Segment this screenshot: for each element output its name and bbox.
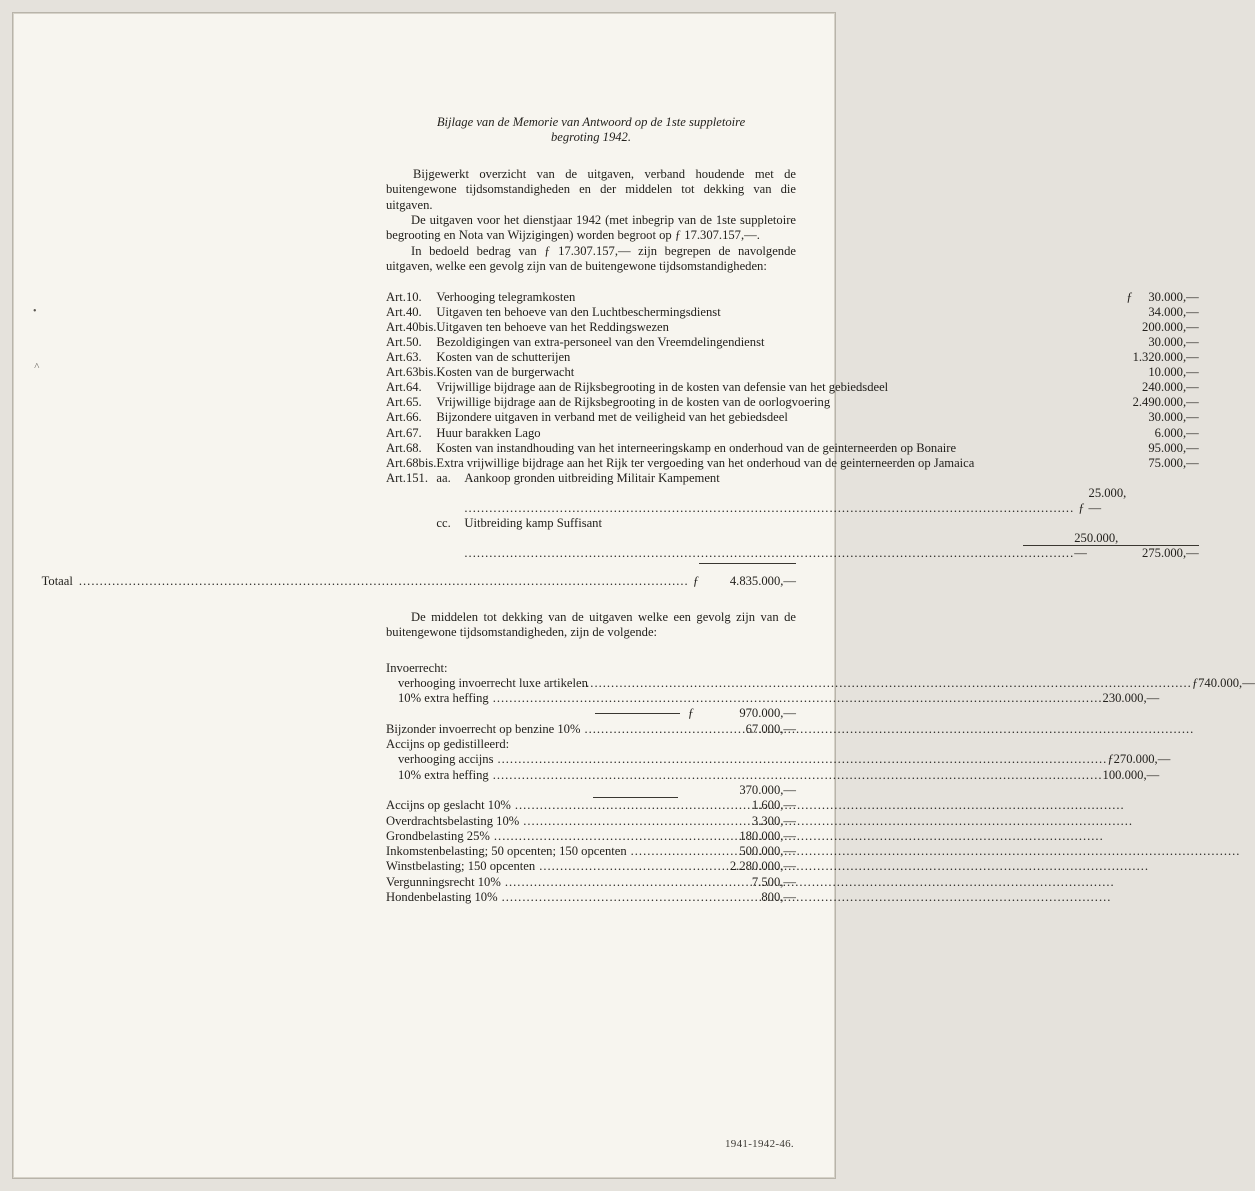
article-amount: 10.000,— [1148,365,1199,380]
benzine-row: Bijzonder invoerrecht op benzine 10% ..... 67.000,— [386,722,796,737]
accijns-title: Accijns op gedistilleerd: [386,737,510,752]
article-description: Huur barakken Lago [436,425,541,440]
article-amount: 200.000,— [1142,319,1199,334]
article-amount: 6.000,— [1154,425,1199,440]
means-item: Vergunningsrecht 10% ..... 7.500,— [386,875,796,890]
subitem-cc: cc. Uitbreiding kamp Suffisant ..... 250.000,— [436,516,1126,561]
means-subitem: 10% extra heffing ..... 230.000,— [386,691,796,706]
article-row: Art. 50. Bezoldigingen van extra-personeel van den Vreemdelingendienst 30.000,— [386,334,1199,349]
means-item: Accijns op geslacht 10% ..... 1.600,— [386,798,796,813]
article-row: Art. 68bis. Extra vrijwillige bijdrage aan het Rijk ter vergoeding van het onderhoud van de geinterneerden op Jamaica 75.000,— [386,455,1199,470]
means-item: Hondenbelasting 10% ..... 800,— [386,890,796,905]
article-description: Uitgaven ten behoeve van den Luchtbeschermingsdienst [436,304,721,319]
article-amount: 275.000,— [1142,546,1199,561]
article-row: Art. 66. Bijzondere uitgaven in verband met de veiligheid van het gebiedsdeel 30.000,— [386,410,1199,425]
means-subitem: verhooging invoerrecht luxe artikelen ..... ƒ 740.000,— [386,676,796,691]
article-description: Uitgaven ten behoeve van het Reddingswezen [436,319,669,334]
intro-paragraph-3: In bedoeld bedrag van ƒ 17.307.157,— zijn begrepen de navolgende uitgaven, welke een gevolg zijn van de buitengewone tijdsomstandigheden: [386,243,796,274]
article-amount: 30.000,— [1148,410,1199,425]
article-row-151: Art. 151. aa. Aankoop gronden uitbreiding Militair Kampement ..... ƒ 25.000,— cc. Uitbreiding kamp Suffisant ..... 250.000,— 275.000,— [386,471,1199,562]
document-page [12,12,1255,1179]
margin-mark: ˄ [34,361,40,372]
article-amount: 95.000,— [1148,440,1199,455]
article-description: Kosten van instandhouding van het interneeringskamp en onderhoud van de geinterneerden op Bonaire [436,440,957,455]
article-row: Art. 63bis. Kosten van de burgerwacht 10.000,— [386,365,1199,380]
means-item: Grondbelasting 25% ..... 180.000,— [386,829,796,844]
article-amount: 75.000,— [1148,455,1199,470]
article-row: Art. 64. Vrijwillige bijdrage aan de Rijksbegrooting in de kosten van defensie van het gebiedsdeel 240.000,— [386,380,1199,395]
total-row: Totaal ..... ƒ 4.835.000,— [386,574,796,589]
article-amount: 2.490.000,— [1132,395,1199,410]
heading-line-1: Bijlage van de Memorie van Antwoord op de 1ste suppletoire [436,115,746,129]
article-description: Bijzondere uitgaven in verband met de veiligheid van het gebiedsdeel [436,410,788,425]
article-amount: 30.000,— [1148,334,1199,349]
means-item: Winstbelasting; 150 opcenten ..... 2.280.000,— [386,859,796,874]
total-amount: 4.835.000,— [729,574,796,589]
article-description: Vrijwillige bijdrage aan de Rijksbegrooting in de kosten van de oorlogvoering [436,395,831,410]
invoer-total: ƒ 970.000,— [386,706,796,721]
article-description: Kosten van de burgerwacht [436,365,575,380]
invoer-title: Invoerrecht: [386,660,448,675]
article-row: Art. 40. Uitgaven ten behoeve van den Luchtbeschermingsdienst 34.000,— [386,304,1199,319]
document-heading [386,115,796,146]
article-row: Art. 63. Kosten van de schutterijen 1.320.000,— [386,350,1199,365]
article-description: Vrijwillige bijdrage aan de Rijksbegrooting in de kosten van defensie van het gebiedsdeel [436,380,889,395]
document-body [41,115,1255,905]
means-intro: De middelen tot dekking van de uitgaven welke een gevolg zijn van de buitengewone tijdsomstandigheden, zijn de volgende: [386,609,796,640]
article-amount: 240.000,— [1142,380,1199,395]
article-amount: 34.000,— [1148,304,1199,319]
means-subitem: 10% extra heffing ..... 100.000,— [386,768,796,783]
margin-mark: • [33,306,37,317]
article-description: Kosten van de schutterijen [436,350,571,365]
intro-paragraph-2: De uitgaven voor het dienstjaar 1942 (met inbegrip van de 1ste suppletoire begrooting en Nota van Wijzigingen) worden begroot op ƒ 17.307.157,—. [386,213,796,243]
means-list [386,660,1255,906]
intro-paragraph-1: Bijgewerkt overzicht van de uitgaven, verband houdende met de buitengewone tijdsomstandigheden en der middelen tot dekking van die uitgaven. [386,166,796,212]
subitem-aa: aa. Aankoop gronden uitbreiding Militair Kampement ..... ƒ 25.000,— [436,471,1126,516]
total-rule [699,563,796,564]
article-amount: 1.320.000,— [1132,350,1199,365]
article-row: Art. 68. Kosten van instandhouding van het interneeringskamp en onderhoud van de geinterneerden op Bonaire 95.000,— [386,440,1199,455]
article-row: Art. 10. Verhooging telegramkosten ƒ 30.000,— [386,289,1199,304]
article-row: Art. 40bis. Uitgaven ten behoeve van het Reddingswezen 200.000,— [386,319,1199,334]
article-description: Bezoldigingen van extra-personeel van den Vreemdelingendienst [436,334,765,349]
article-amount: 30.000,— [1148,289,1199,304]
article-description: Verhooging telegramkosten [436,289,576,304]
article-row: Art. 67. Huur barakken Lago 6.000,— [386,425,1199,440]
means-subitem: verhooging accijns ..... ƒ 270.000,— [386,752,796,767]
total-label: Totaal [41,574,73,589]
expenditure-table [386,290,1199,562]
footer-code: 1941-1942-46. [725,1138,794,1150]
accijns-total: 370.000,— [386,783,796,798]
article-description: Extra vrijwillige bijdrage aan het Rijk ter vergoeding van het onderhoud van de geinterneerden op Jamaica [436,455,975,470]
means-item: Overdrachtsbelasting 10% ..... 3.300,— [386,814,796,829]
means-item: Inkomstenbelasting; 50 opcenten; 150 opcenten ..... 500.000,— [386,844,796,859]
heading-line-2: begroting 1942. [551,130,631,145]
article-row: Art. 65. Vrijwillige bijdrage aan de Rijksbegrooting in de kosten van de oorlogvoering 2.490.000,— [386,395,1199,410]
